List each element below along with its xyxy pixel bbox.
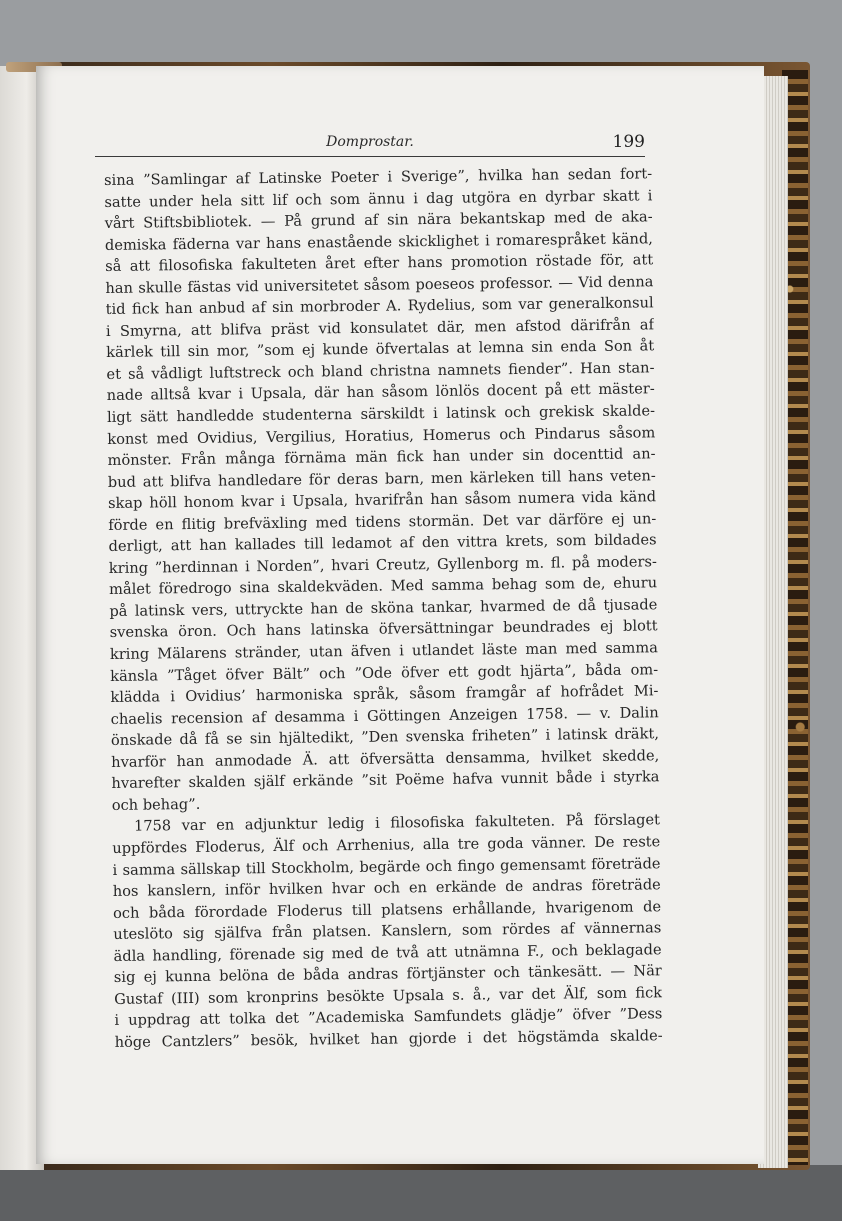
text-line: skap höll honom kvar i Upsala, hvarifrån han såsom numera vida känd [107, 488, 657, 513]
text-line: och behag”. [111, 795, 201, 814]
text-line: et så vådligt luftstreck och bland christna namnets fiender”. Han stan- [106, 359, 655, 383]
text-line: så att filosofiska fakulteten året efter hans promotion röstade för, att [105, 251, 654, 276]
text-line: höge Cantzlers” besök, hvilket han gjorde i det högstämda skalde- [114, 1027, 663, 1051]
text-line: Gustaf (III) som kronprins besökte Upsala s. å., var det Älf, som fick [114, 984, 663, 1008]
table-surface [0, 1165, 842, 1221]
text-line: hvarför han anmodade Ä. att öfversätta densamma, hvilket skedde, [111, 747, 660, 771]
running-title: Domprostar. [326, 134, 414, 150]
text-line: han skulle fästas vid universitetet såsom poeseos professor. — Vid denna [105, 273, 654, 297]
text-line: chaelis recension af desamma i Göttingen Anzeigen 1758. — v. Dalin [110, 703, 659, 728]
text-line: och båda förordade Floderus till platsens erhållande, hvarigenom de [112, 897, 662, 922]
text-line: hvarefter skalden själf erkände ”sit Poëme hafva vunnit både i styrka [111, 768, 660, 793]
text-line: sig ej kunna belöna de båda andras förtjänster och tänkesätt. — När [113, 962, 662, 987]
text-line: målet föredrogo sina skaldekväden. Med samma behag som de, ehuru [109, 574, 658, 599]
text-line: svenska öron. Och hans latinska öfversättningar beundrades ej blott [109, 617, 658, 642]
text-line: tid fick han anbud af sin morbroder A. Rydelius, som var generalkonsul [105, 294, 654, 319]
text-line: mönster. Från många förnäma män fick han under sin docenttid an- [107, 445, 656, 470]
book-page [36, 66, 764, 1164]
text-line: 1758 var en adjunktur ledig i filosofiska fakulteten. På förslaget [133, 811, 661, 836]
page-number: 199 [612, 132, 645, 152]
text-line: klädda i Ovidius’ harmoniska språk, såsom framgår af hofrådet Mi- [110, 682, 659, 707]
text-line: sina ”Samlingar af Latinske Poeter i Sverige”, hvilka han sedan fort- [104, 165, 653, 189]
text-line: på latinsk vers, uttryckte han de sköna tankar, hvarmed de då tjusade [109, 596, 658, 620]
text-line: ädla handling, förenade sig med de två att utnämna F., och beklagade [113, 940, 662, 965]
text-line: i Smyrna, att blifva präst vid konsulatet där, men afstod därifrån af [105, 316, 655, 340]
text-line: kärlek till sin mor, ”som ej kunde öfvertalas at lemna sin enda Son åt [106, 337, 655, 362]
text-line: hos kanslern, inför hvilken hvar och en erkände de andras företräde [112, 876, 661, 900]
text-line: nade alltså kvar i Upsala, där han såsom lönlös docent på ett mäster- [106, 380, 655, 405]
text-line: satte under hela sitt lif och som ännu i dag utgöra en dyrbar skatt i [104, 186, 653, 211]
text-line: i samma sällskap till Stockholm, begärde och fingo gemensamt företräde [112, 854, 661, 879]
text-line: konst med Ovidius, Vergilius, Horatius, Homerus och Pindarus såsom [107, 423, 656, 448]
text-line: vårt Stiftsbibliotek. — På grund af sin nära bekantskap med de aka- [104, 208, 653, 233]
text-line: ligt sätt handledde studenterna särskildt i latinsk och grekisk skalde- [106, 402, 656, 426]
text-line: känsla ”Tåget öfver Bält” och ”Ode öfver ett godt hjärta”, båda om- [110, 660, 659, 685]
text-line: demiska fäderna var hans enastående skicklighet i romarespråket känd, [104, 229, 653, 254]
text-line: uppfördes Floderus, Älf och Arrhenius, alla tre goda vänner. De reste [112, 833, 661, 857]
body-text [104, 163, 663, 1053]
text-line: i uppdrag att tolka det ”Academiska Samfundets glädje” öfver ”Dess [114, 1005, 663, 1030]
text-line: önskade då få se sin hjältedikt, ”Den svenska friheten” i latinsk dräkt, [110, 725, 660, 750]
text-line: uteslöto sig själfva från platsen. Kanslern, som rördes af vännernas [113, 919, 662, 944]
text-line: bud att blifva handledare för deras barn, men kärleken till hans veten- [107, 466, 656, 491]
text-line: kring Mälarens stränder, utan äfven i utlandet läste man med samma [109, 639, 658, 663]
text-line: derligt, att han kallades till ledamot af den vittra krets, som bildades [108, 531, 657, 556]
text-line: förde en flitig brefväxling med tidens stormän. Det var därföre ej un- [108, 510, 657, 534]
text-line: kring ”herdinnan i Norden”, hvari Creutz, Gyllenborg m. fl. på moders- [108, 553, 657, 577]
running-head [95, 132, 645, 157]
